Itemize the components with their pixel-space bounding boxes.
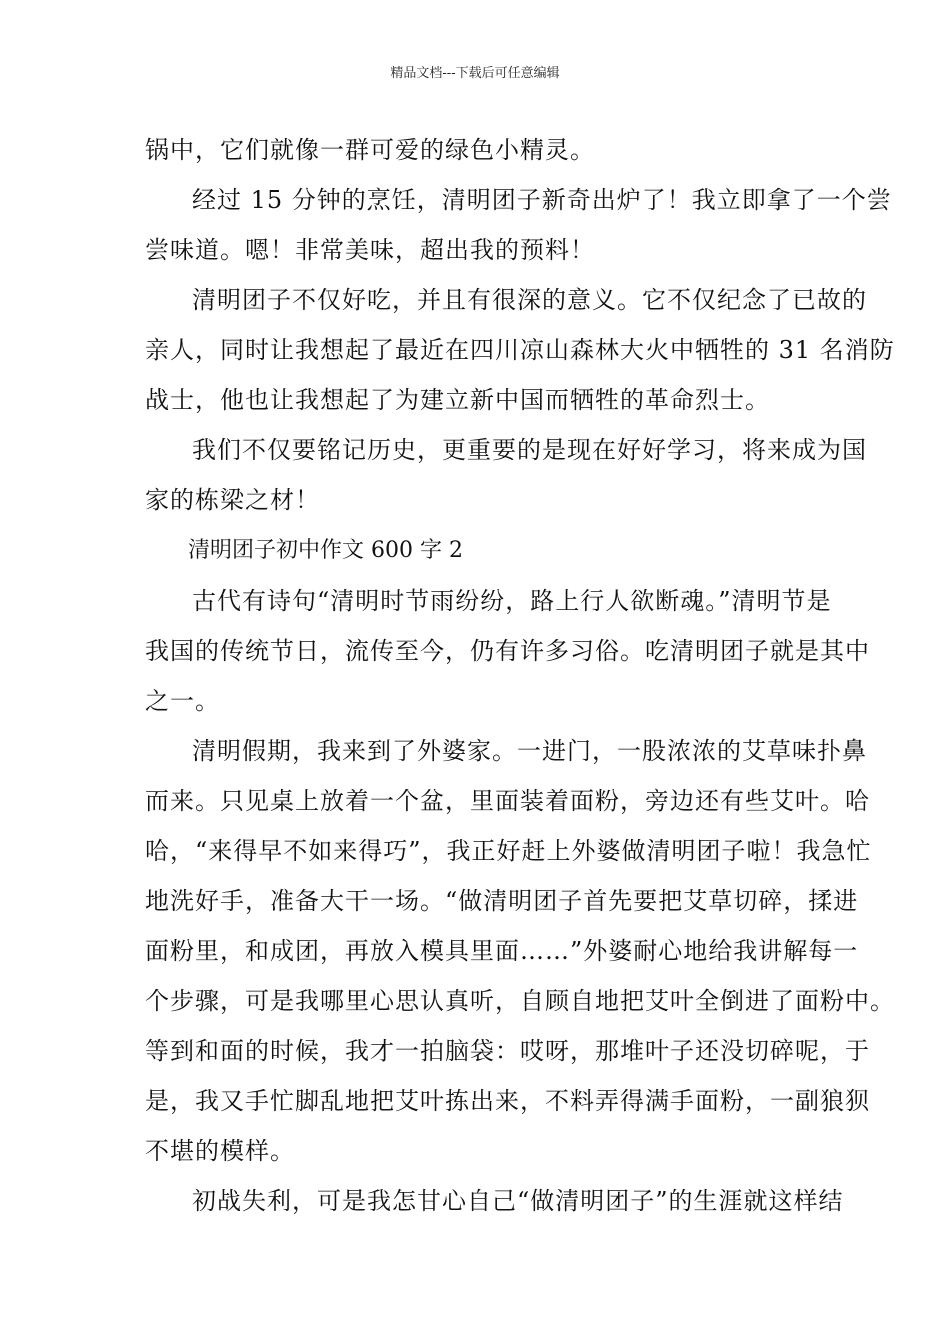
text-line-8: 家的栋梁之材！ [145, 486, 320, 514]
text-line-15: 哈，“来得早不如来得巧”，我正好赶上外婆做清明团子啦！我急忙 [145, 837, 872, 865]
text-line-11: 我国的传统节日，流传至今，仍有许多习俗。吃清明团子就是其中 [145, 637, 870, 665]
text-line-17: 面粉里，和成团，再放入模具里面……”外婆耐心地给我讲解每一 [145, 937, 859, 965]
text-line-20: 是，我又手忙脚乱地把艾叶拣出来，不料弄得满手面粉，一副狼狈 [145, 1087, 870, 1115]
text-line-22: 初战失利，可是我怎甘心自己“做清明团子”的生涯就这样结 [192, 1187, 844, 1215]
text-line-13: 清明假期，我来到了外婆家。一进门，一股浓浓的艾草味扑鼻 [192, 737, 867, 765]
text-line-14: 而来。只见桌上放着一个盆，里面装着面粉，旁边还有些艾叶。哈 [145, 787, 870, 815]
text-line-7: 我们不仅要铭记历史，更重要的是现在好好学习，将来成为国 [192, 436, 867, 464]
text-line-4: 清明团子不仅好吃，并且有很深的意义。它不仅纪念了已故的 [192, 286, 867, 314]
text-line-10: 古代有诗句“清明时节雨纷纷，路上行人欲断魂。”清明节是 [192, 587, 832, 615]
text-line-12: 之一。 [145, 687, 220, 715]
text-line-19: 等到和面的时候，我才一拍脑袋：哎呀，那堆叶子还没切碎呢，于 [145, 1037, 870, 1065]
text-line-5: 亲人，同时让我想起了最近在四川凉山森林大火中牺牲的 31 名消防 [145, 336, 895, 364]
section-heading: 清明团子初中作文 600 字 2 [188, 538, 463, 563]
text-line-3: 尝味道。嗯！非常美味，超出我的预料！ [145, 236, 595, 264]
text-line-2: 经过 15 分钟的烹饪，清明团子新奇出炉了！我立即拿了一个尝 [192, 186, 892, 214]
text-line-1: 锅中，它们就像一群可爱的绿色小精灵。 [145, 136, 595, 164]
text-line-21: 不堪的模样。 [145, 1137, 295, 1165]
text-line-16: 地洗好手，准备大干一场。“做清明团子首先要把艾草切碎，揉进 [145, 887, 859, 915]
text-line-18: 个步骤，可是我哪里心思认真听，自顾自地把艾叶全倒进了面粉中。 [145, 987, 895, 1015]
text-line-6: 战士，他也让我想起了为建立新中国而牺牲的革命烈士。 [145, 386, 770, 414]
page-header: 精品文档---下载后可任意编辑 [390, 66, 560, 81]
